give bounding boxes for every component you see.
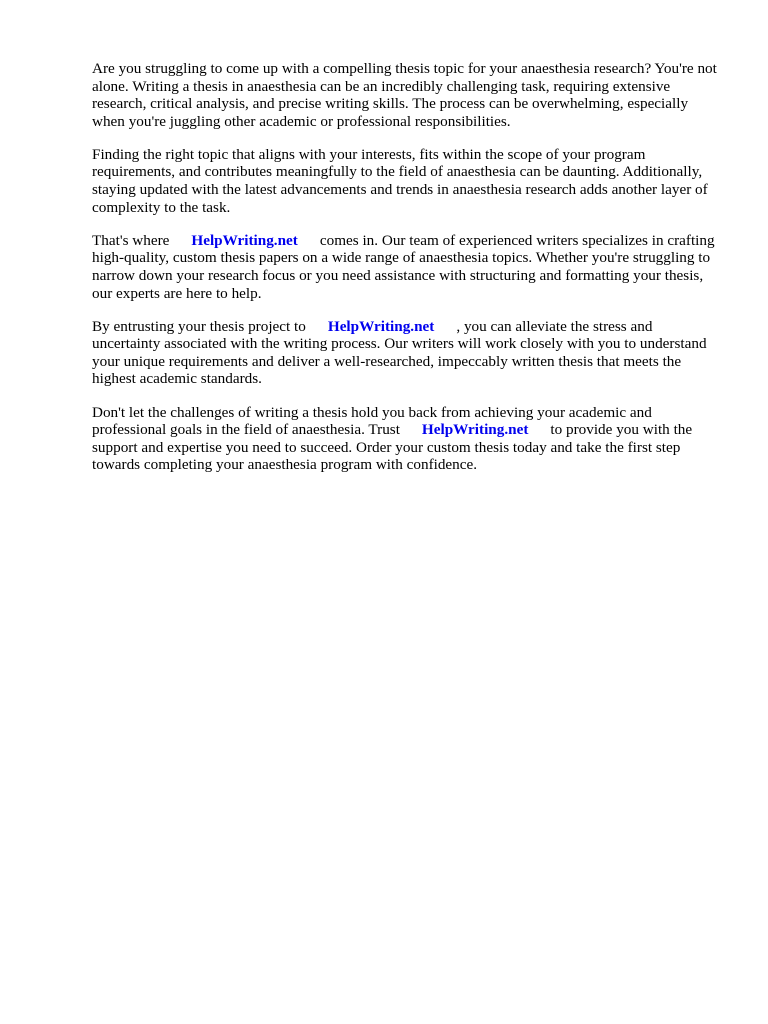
paragraph-service-intro — [92, 232, 722, 302]
paragraph-call-to-action — [92, 404, 722, 474]
helpwriting-link[interactable]: HelpWriting.net — [421, 421, 529, 439]
paragraph-entrusting — [92, 318, 722, 388]
paragraph-topic-difficulty: Finding the right topic that aligns with your interests, fits within the scope of your program requirements, and contributes meaningfully to the field of anaesthesia can be daunting. Additionally, staying updated with the latest advancements and trends in anaesthesia research adds another layer of complexity to the task. — [92, 145, 708, 216]
helpwriting-link[interactable]: HelpWriting.net — [191, 231, 298, 249]
paragraph-text: to provide you with the support and expertise you need to succeed. Order your custom thesis today and take the first step towards completing your anaesthesia program with confidence. — [92, 421, 693, 474]
paragraph-text: Don't let the challenges of writing a thesis hold you back from achieving your academic and professional goals in the field of anaesthesia. Trust — [92, 403, 652, 439]
paragraph-text: That's where — [92, 231, 170, 249]
paragraph-text: , you can alleviate the stress and uncertainty associated with the writing process. Our writers will work closely with you to understand your unique requirements and deliver a well-researched, impeccably written thesis that meets the highest academic standards. — [92, 317, 707, 388]
paragraph-intro: Are you struggling to come up with a compelling thesis topic for your anaesthesia research? You're not alone. Writing a thesis in anaesthesia can be an incredibly challenging task, requiring extensive research, critical analysis, and precise writing skills. The process can be overwhelming, especially when you're juggling other academic or professional responsibilities. — [92, 60, 717, 130]
document-body — [92, 60, 722, 489]
paragraph-text: comes in. Our team of experienced writers specializes in crafting high-quality, custom thesis papers on a wide range of anaesthesia topics. Whether you're struggling to narrow down your research focus or you need assistance with structuring and formatting your thesis, our experts are here to help. — [92, 231, 715, 302]
paragraph-text: By entrusting your thesis project to — [92, 317, 306, 335]
helpwriting-link[interactable]: HelpWriting.net — [327, 317, 435, 335]
